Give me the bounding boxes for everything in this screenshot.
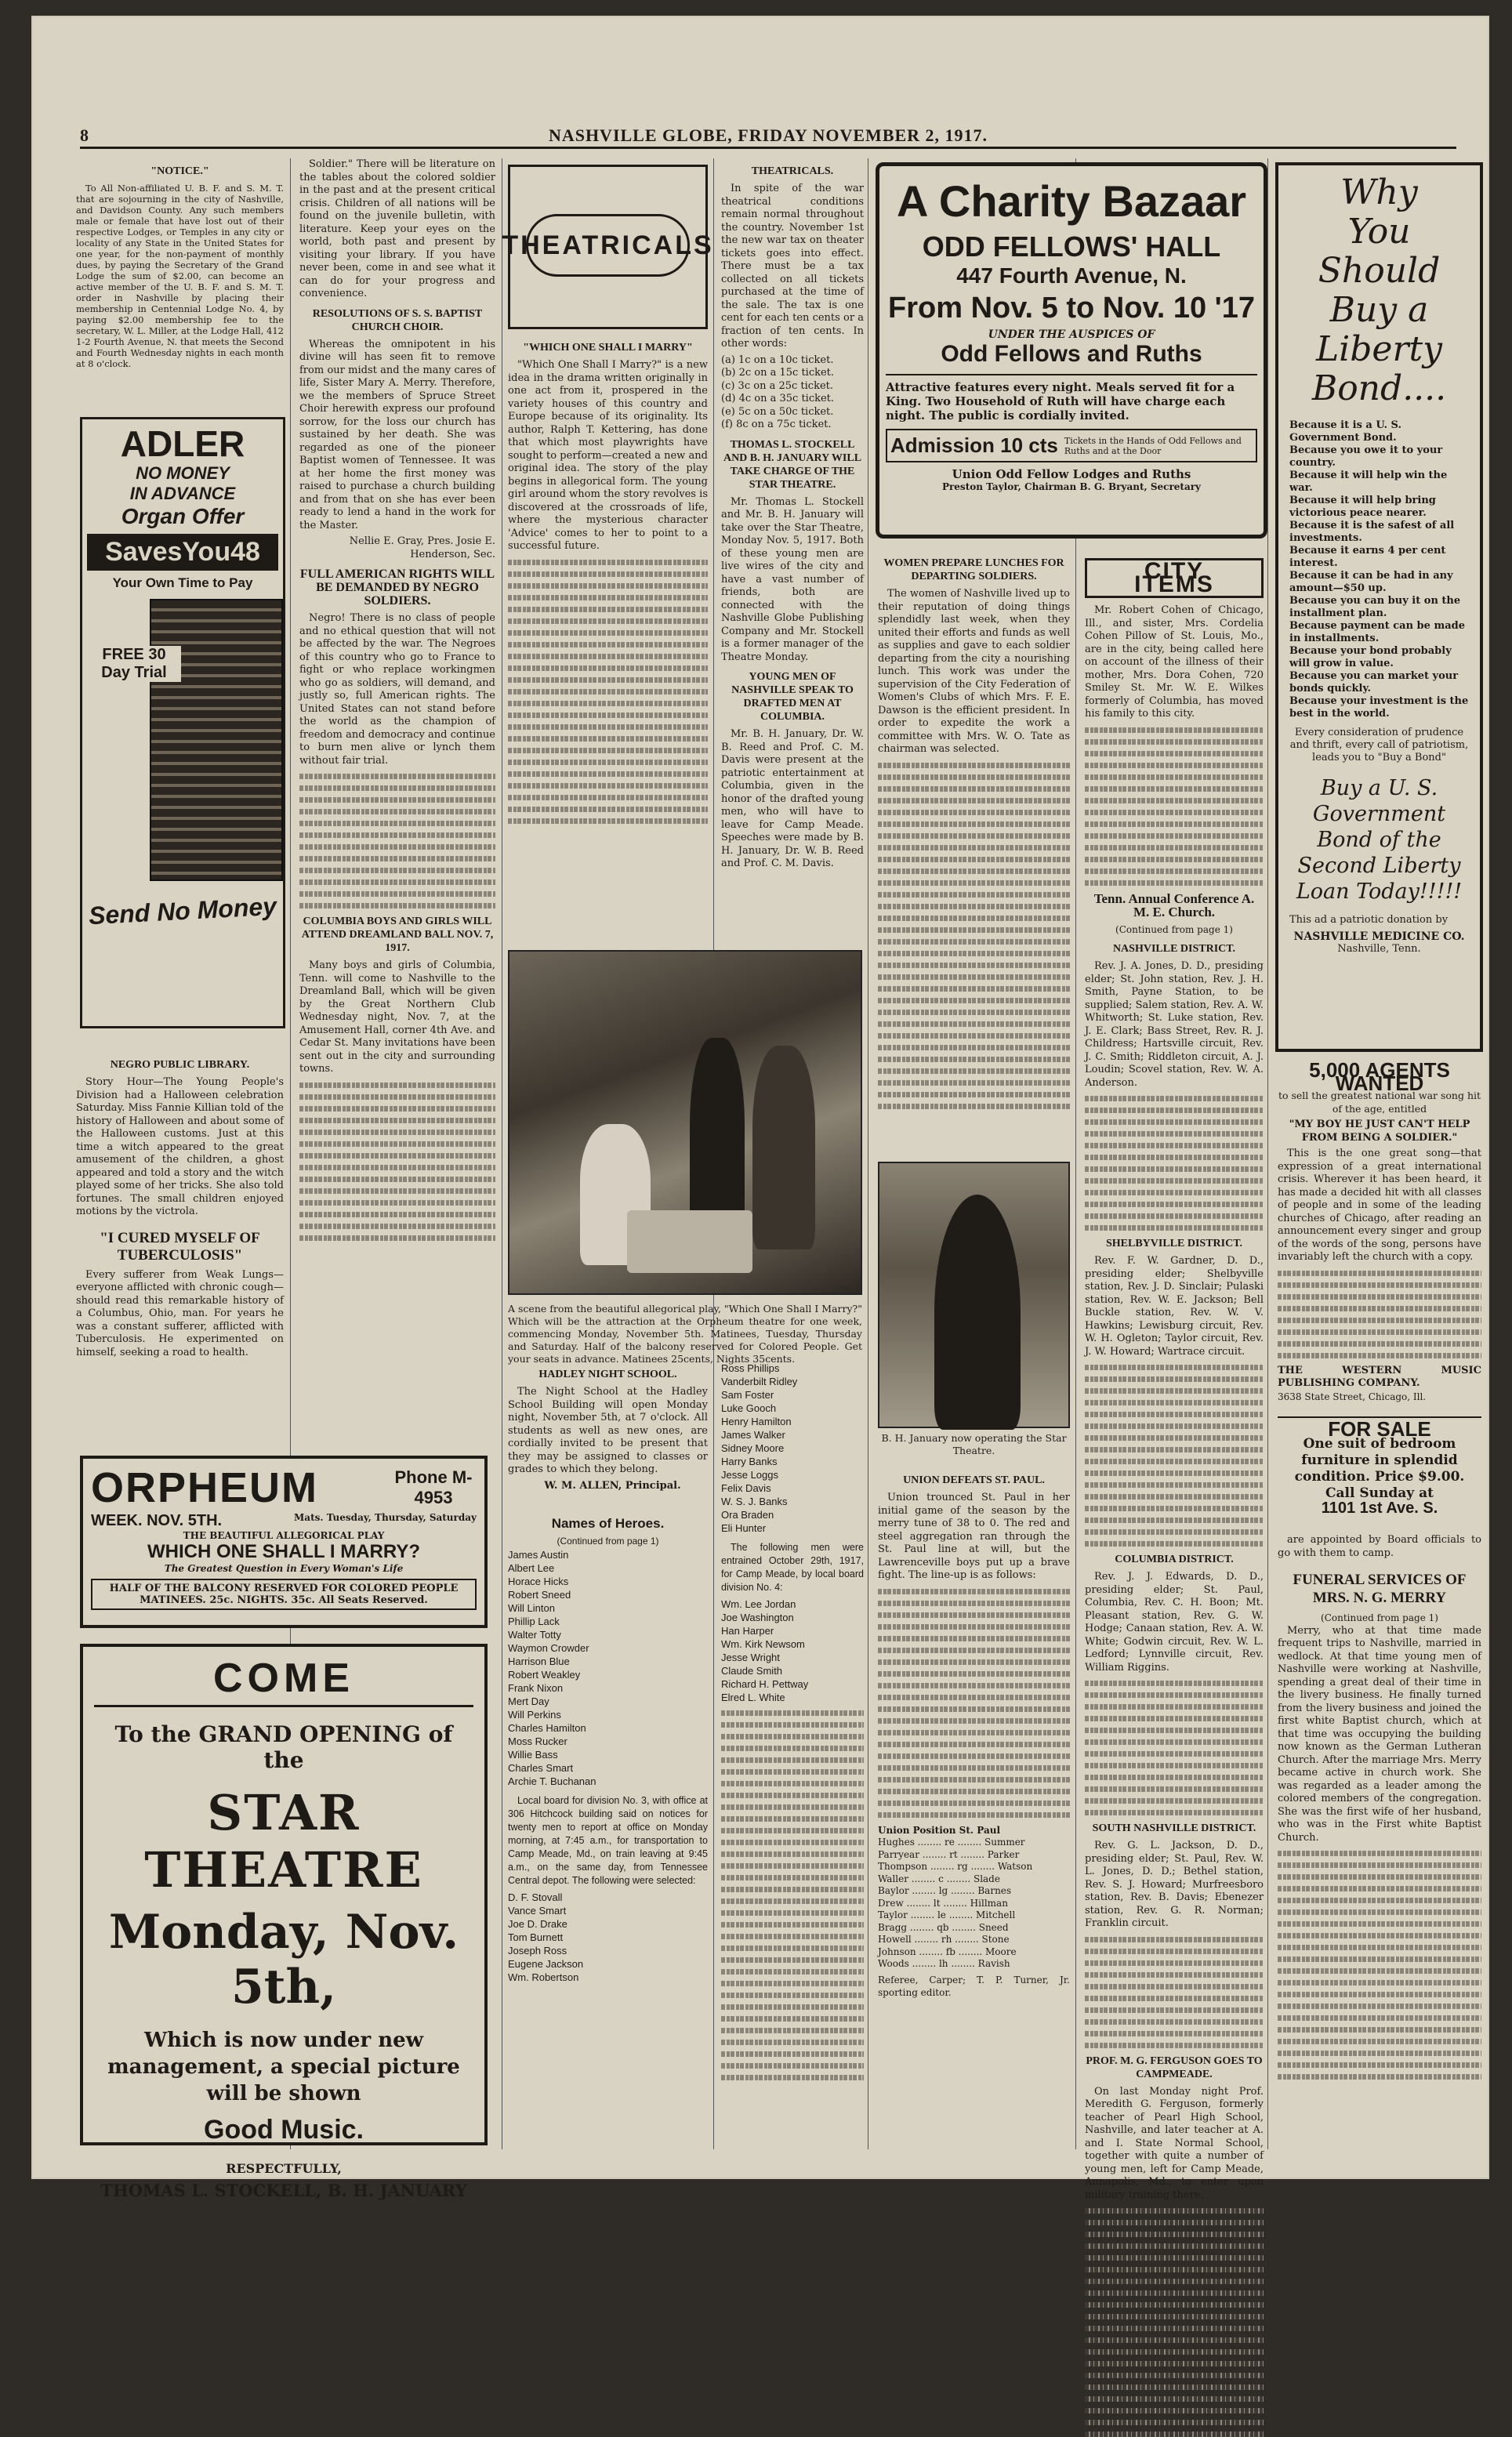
heroes-names-b [721, 1362, 864, 1535]
adler-organ-ad [80, 417, 285, 1028]
city-items-text: Mr. Robert Cohen of Chicago, Ill., and sister, Mrs. Cordelia Cohen Pillow of St. Louis, Mo., are in the city, being called here on account of the illness of their mother, Mrs. Dora Cohen, 720 Smiley St. Mr. W. E. Wilkes formerly of Columbia, has moved his family to this city. [1085, 604, 1264, 720]
hadley-sign: W. M. ALLEN, Principal. [544, 1479, 681, 1492]
hero-name: Albert Lee [508, 1562, 555, 1574]
masthead: NASHVILLE GLOBE, FRIDAY NOVEMBER 2, 1917. [548, 125, 988, 145]
hero-name: Joe Washington [721, 1612, 794, 1623]
text-lines [1278, 1851, 1481, 2080]
lineup-row: Drew ........ lt ........ Hillman [878, 1897, 1008, 1909]
tuberculosis-heading: "I CURED MYSELF OF TUBERCULOSIS" [100, 1229, 260, 1264]
ferguson-heading: PROF. M. G. FERGUSON GOES TO CAMPMEADE. [1086, 2054, 1263, 2080]
text-lines [878, 1589, 1070, 1818]
text-lines [508, 560, 708, 824]
which-one-heading: "WHICH ONE SHALL I MARRY" [523, 342, 693, 354]
lineup-row: Bragg ........ qb ........ Sneed [878, 1921, 1009, 1933]
adler-line3: Organ Offer [121, 504, 245, 528]
conference-continued: (Continued from page 1) [1115, 923, 1233, 935]
notice-heading: "NOTICE." [150, 165, 209, 177]
for-sale-ad [1278, 1416, 1481, 1526]
heroes-list-2 [721, 1362, 864, 2145]
hero-name: D. F. Stovall [508, 1891, 563, 1903]
hero-name: Willie Bass [508, 1749, 558, 1761]
column-rule [1267, 158, 1268, 2149]
column-1-lower [76, 1052, 284, 1444]
rights-text: Negro! There is no class of people and no ethical question that will not be affected by the war. The Negroes of this country who go to France to fight or who replace workingmen who go as soldiers, will demand, and justly so, full American rights. The United States can not stand before the world as the champion of freedom and democracy and continue to burn men alive or lynch them without fair trial. [299, 612, 495, 767]
hero-name: Eli Hunter [721, 1522, 767, 1534]
adler-line2: IN ADVANCE [129, 484, 236, 503]
hadley-section [508, 1362, 708, 1507]
bond-liberty: Liberty [1315, 329, 1443, 369]
heroes-names-c [721, 1597, 864, 1704]
entrained-note: The following men were entrained October 29th, 1917, for Camp Meade, by local board division No. 4: [721, 1542, 864, 1593]
newspaper-page [31, 16, 1489, 2201]
south-nashville-heading: SOUTH NASHVILLE DISTRICT. [1092, 1822, 1256, 1834]
lineup-row: Thompson ........ rg ........ Watson [878, 1861, 1033, 1872]
star-come: COME [94, 1655, 473, 1707]
columbia-heading: COLUMBIA BOYS AND GIRLS WILL ATTEND DREAMLAND BALL NOV. 7, 1917. [301, 916, 494, 954]
january-photo-caption: B. H. January now operating the Star Theatre. [881, 1432, 1067, 1456]
adler-trial: FREE 30 Day Trial [87, 646, 181, 682]
hero-name: Joseph Ross [508, 1945, 567, 1956]
resolutions-heading: RESOLUTIONS OF S. S. BAPTIST CHURCH CHOIR. [312, 307, 483, 333]
bazaar-dates: From Nov. 5 to Nov. 10 '17 [888, 292, 1255, 325]
hero-name: Wm. Kirk Newsom [721, 1638, 805, 1650]
bond-reason: Because it earns 4 per cent interest. [1289, 545, 1446, 569]
hero-name: Claude Smith [721, 1665, 783, 1677]
bond-reason: Because it is the safest of all investments. [1289, 520, 1455, 544]
columbia-district-heading: COLUMBIA DISTRICT. [1115, 1554, 1234, 1565]
column-4 [721, 158, 864, 942]
bond-slogan: Buy a U. S. Government Bond of the Second Liberty Loan Today!!!!! [1296, 776, 1463, 904]
adler-send-no-money: Send No Money [88, 891, 277, 930]
text-lines [299, 1083, 495, 1241]
bazaar-attractions: Attractive features every night. Meals served fit for a King. Two Household of Ruth will have charge each night. The public is cordially invited. [886, 374, 1257, 422]
lineup-table [878, 1837, 1070, 1971]
hero-name: Robert Sneed [508, 1589, 571, 1601]
bond-reason: Because it will help win the war. [1289, 470, 1448, 494]
bond-donor-city: Nashville, Tenn. [1337, 943, 1421, 955]
funeral-section [1278, 1534, 1481, 2149]
hero-name: Felix Davis [721, 1482, 771, 1494]
adler-line1: NO MONEY [136, 463, 230, 483]
lineup-row: Hughes ........ re ........ Summer [878, 1837, 1025, 1848]
bazaar-officers: Preston Taylor, Chairman B. G. Bryant, Secretary [941, 481, 1202, 492]
hero-name: James Austin [508, 1549, 569, 1561]
conference-heading: Tenn. Annual Conference A. M. E. Church. [1093, 890, 1255, 919]
star-to: To the GRAND OPENING of the [114, 1721, 453, 1773]
bazaar-org: Odd Fellows and Ruths [941, 341, 1202, 367]
stockell-text: Mr. Thomas L. Stockell and Mr. B. H. January will take over the Star Theatre, Monday Nov. 5, 1917. Both of these young men are live wires of the city and have a vast number of friends, both are connected with the Nashville Globe Publishing Company and Mr. Stockell is a former manager of the Theatre Monday. [721, 495, 864, 663]
bond-reason: Because your investment is the best in the world. [1289, 695, 1469, 720]
hero-name: Elred L. White [721, 1692, 785, 1703]
table [627, 1210, 752, 1273]
lineup-row: Parryear ........ rt ........ Parker [878, 1848, 1020, 1860]
orpheum-title: ORPHEUM [91, 1464, 319, 1511]
tax-text: In spite of the war theatrical conditions remain normal throughout the country. November 1st the new war tax on theater tickets goes into effect. There must be a tax collected on all tickets purchased at the time of the sale. The tax is one cent for each ten cents or a fraction of ten cents. In other words: [721, 183, 864, 350]
star-music: Good Music. [204, 2115, 364, 2145]
tax-item: (b) 2c on a 15c ticket. [721, 367, 835, 379]
bond-reason: Because it will help bring victorious peace nearer. [1289, 495, 1436, 519]
play-photo-caption: A scene from the beautiful allegorical play, "Which One Shall I Marry?" Which will be the attraction at the Orpheum theatre for one week, commencing Monday, November 5th. Matinees, Tuesday, Thursday and Saturday. Half of the balcony reserved for Colored People. Get your seats in advance. Matinees 25cents, Nights 35cents. [508, 1303, 862, 1365]
nashville-district-text: Rev. J. A. Jones, D. D., presiding elder; St. John station, Rev. J. H. Smith, Payne Station, to be supplied; Salem station, Rev. A. W. Whitworth; St. Luke station, Rev. J. E. Clark; Bass Street, Rev. R. J. Childress; Hartsville circuit, Rev. J. C. Smith; Riddleton circuit, A. J. Loudin; Scovel station, Rev. W. A. Anderson. [1085, 960, 1264, 1089]
bond-reason: Because you can buy it on the installment plan. [1289, 595, 1461, 619]
orpheum-week: WEEK. NOV. 5TH. [91, 1512, 223, 1529]
text-lines [1085, 1096, 1264, 1231]
union-section [878, 1467, 1070, 2149]
star-which: Which is now under new management, a special picture will be shown [107, 2029, 460, 2105]
columbia-text: Many boys and girls of Columbia, Tenn. will come to Nashville to the Dreamland Ball, which will be given by the Great Northern Club Wednesday night, Nov. 7, at the Amusement Hall, corner 4th Ave. and Cedar St. Many invitations have been sent out in the city and surrounding towns. [299, 959, 495, 1075]
referee-text: Referee, Carper; T. P. Turner, Jr. sporting editor. [878, 1974, 1070, 1998]
hero-name: Charles Smart [508, 1762, 574, 1774]
bond-donation: This ad a patriotic donation by [1289, 914, 1449, 926]
text-lines [721, 1710, 864, 2080]
heroes-list [508, 1510, 708, 2145]
tax-list [721, 354, 864, 432]
bond-reason: Because you owe it to your country. [1289, 444, 1443, 469]
columbia-district-text: Rev. J. J. Edwards, D. D., presiding elder; St. Paul, Columbia, Rev. C. H. Boon; Mt. Pleasant station, Rev. G. W. Hodge; Canaan station, Rev. A. W. White; Godwin circuit, Rev. W. L. Ledford; Lynnville circuit, Rev. William Riggins. [1085, 1571, 1264, 1674]
hero-name: Charles Hamilton [508, 1722, 586, 1734]
bazaar-union: Union Odd Fellow Lodges and Ruths [952, 467, 1191, 481]
hero-name: Will Linton [508, 1602, 555, 1614]
hero-name: Ross Phillips [721, 1362, 780, 1374]
heroes-names-d [508, 1891, 708, 1984]
tax-item: (e) 5c on a 50c ticket. [721, 405, 834, 418]
hero-name: Mert Day [508, 1695, 549, 1707]
for-sale-address: 1101 1st Ave. S. [1321, 1499, 1438, 1517]
funeral-text: Merry, who at that time made frequent trips to Nashville, married in wedlock. At that time young men of Nashville were working at Nashville, spending a great deal of their time in the livery business. He finally turned from the livery business and joined the first white Baptist church, which at that time was occupying the building now known as the German Lutheran Church. After the marriage Mrs. Merry became active in church work. She was regarded as a leader among the colored members of the congregation. She was the first wife of her husband, who was in the First white Baptist Church. [1278, 1624, 1481, 1844]
bond-should: Should [1318, 251, 1441, 291]
lineup-row: Baylor ........ lg ........ Barnes [878, 1885, 1012, 1896]
bazaar-tickets: Tickets in the Hands of Odd Fellows and Ruths and at the Door [1064, 435, 1242, 456]
bazaar-auspices: UNDER THE AUSPICES OF [988, 328, 1155, 341]
bazaar-address: 447 Fourth Avenue, N. [956, 263, 1187, 288]
tax-item: (d) 4c on a 35c ticket. [721, 393, 835, 404]
agents-heading: 5,000 AGENTS WANTED [1309, 1058, 1450, 1095]
for-sale-heading: FOR SALE [1328, 1417, 1431, 1441]
agents-sub: to sell the greatest national war song hit of the age, entitled [1278, 1090, 1481, 1115]
bond-every: Every consideration of prudence and thrift, every call of patriotism, leads you to "Buy a Bond" [1289, 727, 1469, 763]
city-items-heading: CITY ITEMS [1085, 558, 1264, 598]
hero-name: Vanderbilt Ridley [721, 1376, 798, 1387]
hero-name: Will Perkins [508, 1709, 561, 1721]
stockell-heading: THOMAS L. STOCKELL AND B. H. JANUARY WILL TAKE CHARGE OF THE STAR THEATRE. [723, 438, 862, 491]
tax-item: (c) 3c on a 25c ticket. [721, 379, 833, 392]
bond-donor: NASHVILLE MEDICINE CO. [1293, 930, 1465, 943]
hero-name: Phillip Lack [508, 1616, 560, 1627]
funeral-heading: FUNERAL SERVICES OF MRS. N. G. MERRY [1293, 1572, 1467, 1606]
figure [752, 1046, 815, 1249]
bazaar-hall: ODD FELLOWS' HALL [922, 230, 1221, 263]
theatricals-banner [502, 165, 714, 329]
bond-reason: Because payment can be made in installments. [1289, 620, 1465, 644]
orpheum-play-sub: THE BEAUTIFUL ALLEGORICAL PLAY [183, 1530, 385, 1541]
hero-name: Luke Gooch [721, 1402, 777, 1414]
hadley-text: The Night School at the Hadley School Building will open Monday night, November 5th, at 7 o'clock. All students as well as new ones, are cordially invited to be present that they may be assigned to classes or grades to which they belong. [508, 1386, 708, 1475]
women-lunches-text: The women of Nashville lived up to their reputation of doing things splendidly last week, when they united their efforts and funds as well as supplies and gave to each soldier departing from the city a nourishing lunch. This work was under the supervision of the City Federation of Women's Clubs of which Mrs. F. E. Dawson is the efficient president. In order to expedite the work a committee with Mrs. W. O. Tate as chairman was selected. [878, 588, 1070, 755]
lineup-row: Waller ........ c ........ Slade [878, 1873, 1000, 1884]
heroes-continued: (Continued from page 1) [557, 1536, 659, 1547]
bond-reasons [1289, 419, 1469, 720]
adler-own-time: Your Own Time to Pay [112, 575, 253, 590]
adler-saves: SavesYou48 [87, 534, 278, 571]
hero-name: James Walker [721, 1429, 785, 1441]
hero-name: Wm. Lee Jordan [721, 1598, 796, 1610]
charity-bazaar-ad [876, 162, 1267, 539]
for-sale-text: One suit of bedroom furniture in splendid condition. Price $9.00. Call Sunday at [1294, 1435, 1465, 1501]
agents-text: This is the one great song—that expression of a great international crisis. Wherever it has been heard, it has made a decided hit with all classes of people and in some of the leading churches of Chicago, after reading an announcement every singer and group of the words of the song, persons have invariably left the church with a copy. [1278, 1148, 1481, 1263]
hero-name: Archie T. Buchanan [508, 1775, 596, 1787]
orpheum-tagline: The Greatest Question in Every Woman's Life [164, 1563, 404, 1574]
shelbyville-district-heading: SHELBYVILLE DISTRICT. [1105, 1238, 1243, 1249]
hadley-heading: HADLEY NIGHT SCHOOL. [538, 1369, 677, 1380]
agents-company: THE WESTERN MUSIC PUBLISHING COMPANY. [1278, 1364, 1481, 1389]
nashville-district-heading: NASHVILLE DISTRICT. [1112, 943, 1236, 955]
shelbyville-district-text: Rev. F. W. Gardner, D. D., presiding elder; Shelbyville station, Rev. J. D. Sinclair; Pulaski station, Rev. W. E. Jackson; Bell Buckle station, Rev. W. V. Hawkins; Lewisburg circuit, Rev. W. H. Ogleton; Taylor circuit, Rev. J. W. Howard; Wartrace circuit. [1085, 1255, 1264, 1358]
orpheum-mats: Mats. Tuesday, Thursday, Saturday [294, 1512, 477, 1523]
library-text: Story Hour—The Young People's Division had a Halloween celebration Saturday. Miss Fannie Killian told of the history of Halloween and about some of the Halloween customs. Just at this time a witch appeared to the great amusement of the children, a ghost appeared and told a story and the witch played some of her tricks. She also told fortunes. The small children enjoyed motions by the victrola. [76, 1076, 284, 1217]
column-2 [299, 158, 495, 1460]
liberty-bond-ad [1275, 162, 1483, 1052]
hero-name: Horace Hicks [508, 1576, 569, 1587]
hero-name: Harry Banks [721, 1456, 778, 1467]
hero-name: Jesse Loggs [721, 1469, 778, 1481]
heroes-heading: Names of Heroes. [551, 1516, 665, 1531]
bond-reason: Because you can market your bonds quickly. [1289, 670, 1459, 694]
lineup-row: Woods ........ lh ........ Ravish [878, 1958, 1010, 1969]
young-men-heading: YOUNG MEN OF NASHVILLE SPEAK TO DRAFTED MEN AT COLUMBIA. [731, 671, 854, 723]
hero-name: Waymon Crowder [508, 1642, 589, 1654]
hero-name: Richard H. Pettway [721, 1678, 809, 1690]
hero-name: Robert Weakley [508, 1669, 581, 1681]
tuberculosis-text: Every sufferer from Weak Lungs—everyone afflicted with chronic cough—should read this remarkable history of a Columbus, Ohio, man. For years he was a constant sufferer, afflicted with Tuberculosis. He experimented on himself, seeking a road to health. [76, 1268, 284, 1358]
hero-name: Ora Braden [721, 1509, 774, 1521]
young-men-text: Mr. B. H. January, Dr. W. B. Reed and Prof. C. M. Davis were present at the patriotic entertainment at Columbia, given in the honor of the drafted young men, who will have to leave for Camp Meade. Speeches were made by B. H. January, Dr. W. B. Reed and Prof. C. M. Davis. [721, 728, 864, 869]
star-names: THOMAS L. STOCKELL, B. H. JANUARY [100, 2181, 467, 2200]
union-heading: UNION DEFEATS ST. PAUL. [903, 1474, 1045, 1486]
theatricals-banner-text: THEATRICALS [502, 230, 714, 260]
adler-title: ADLER [120, 423, 245, 464]
resolutions-signed: Nellie E. Gray, Pres. Josie E. Henderson, Sec. [349, 535, 495, 560]
text-lines [1085, 727, 1264, 886]
bond-you: You [1347, 212, 1411, 252]
text-lines [1085, 1365, 1264, 1547]
bazaar-title: A Charity Bazaar [896, 176, 1247, 226]
lineup-heading: Union Position St. Paul [878, 1824, 1001, 1836]
orpheum-ad [80, 1456, 488, 1628]
agents-address: 3638 State Street, Chicago, Ill. [1278, 1391, 1427, 1402]
hero-name: Jesse Wright [721, 1652, 780, 1663]
bond-reason: Because your bond probably will grow in value. [1289, 645, 1452, 669]
union-text: Union trounced St. Paul in her initial game of the season by the merry tune of 38 to 0. The red and steel aggregation ran through the St. Paul line at will, but the Lawrenceville boys put up a brave fight. The line-up is as follows: [878, 1492, 1070, 1581]
theatricals-heading: THEATRICALS. [751, 165, 834, 177]
organ-illustration [87, 599, 278, 897]
bond-bond: Bond.... [1311, 368, 1447, 408]
resolutions-text: Whereas the omnipotent in his divine will has seen fit to remove from our midst and the many cares of life, Sister Mary A. Merry. Therefore, we the members of Spruce Street Choir herewith express our profound sorrow, for the loss our church has sustained by her death. She was regarded as one of the pioneer Baptist women of Tennessee. It was at her home the first money was raised to purchase a church building and from that on she has ever been ready to lend a hand in the work for the Master. [299, 338, 495, 531]
page-header [80, 121, 1456, 149]
hero-name: Sam Foster [721, 1389, 774, 1401]
orpheum-phone: Phone M-4953 [394, 1467, 473, 1507]
hero-name: Vance Smart [508, 1905, 567, 1917]
bond-why: Why [1340, 172, 1418, 212]
column-6 [1085, 558, 1264, 2201]
after-sale-text: are appointed by Board officials to go with them to camp. [1278, 1534, 1481, 1559]
which-one-text: "Which One Shall I Marry?" is a new idea in the drama written originally in one act from it, prospered in the variety houses of this country and Europe because of its originality. Its author, Ralph T. Kettering, has done that which most playwrights have sought to perform—created a new and original idea. The story of the play begins in allegorical form. The young girl around whom the story revolves is discovered at the crossroads of life, where the mysterious character 'Advice' comes to her to point to a successful future. [508, 359, 708, 552]
organ-icon [150, 599, 283, 881]
hero-name: Sidney Moore [721, 1442, 785, 1454]
hero-name: Han Harper [721, 1625, 774, 1637]
hero-name: Eugene Jackson [508, 1958, 584, 1970]
star-theatre-title: STAR THEATRE [144, 1784, 423, 1898]
ferguson-text: On last Monday night Prof. Meredith G. Ferguson, formerly teacher of Pearl High School, Nashville, and later teacher at A. and I. State Normal School, together with quite a number of young men, left for Camp Meade, Annapolis, Md., to enter upon military training there. [1085, 2085, 1264, 2201]
bond-buy: Buy a [1329, 290, 1429, 330]
heroes-names-a [508, 1548, 708, 1788]
hero-name: W. S. J. Banks [721, 1496, 788, 1507]
library-literature-text: Soldier." There will be literature on the tables about the colored soldier in the past and at the present critical crisis. Children of all nations will be found on the juvenile bulletin, with literature. Keep your eyes on the world, both past and present by visiting your library. If you have never been, come in and see what it can do for your progress and convenience. [299, 158, 495, 299]
text-lines [299, 774, 495, 908]
play-scene-photo [508, 950, 862, 1295]
tax-item: (f) 8c on a 75c ticket. [721, 419, 832, 430]
star-theatre-ad [80, 1644, 488, 2200]
agents-wanted-ad [1278, 1058, 1481, 1409]
hero-name: Frank Nixon [508, 1682, 564, 1694]
tax-item: (a) 1c on a 10c ticket. [721, 354, 834, 366]
notice-text: To All Non-affiliated U. B. F. and S. M. T. that are sojourning in the city of Nashville, and Davidson County. Any such members male or female that have lost out of their respective Lodges, or Temples in any city or locality of any State in the United States for one year, for the non-payment of monthly dues, by paying the Secretary of the Grand Lodge the sum of $2.00, can become an active member of the U. B. F. and S. M. T. order in Nashville by placing their membership in Centennial Lodge No. 4, by paying $2.00 membership fee to the secretary, W. L. Miller, at the Lodge Hall, 412 1-2 Fourth Avenue, N. that meets the Second and Fourth Wednesday nights in each month at 8 o'clock. [76, 183, 284, 369]
funeral-continued: (Continued from page 1) [1321, 1612, 1438, 1623]
orpheum-prices: MATINEES. 25c. NIGHTS. 35c. All Seats Reserved. [140, 1594, 428, 1606]
bazaar-admission: Admission 10 cts [890, 433, 1058, 457]
column-5-upper [878, 550, 1070, 1154]
orpheum-play: WHICH ONE SHALL I MARRY? [147, 1541, 420, 1562]
women-lunches-heading: WOMEN PREPARE LUNCHES FOR DEPARTING SOLDIERS. [883, 557, 1064, 582]
figure [934, 1195, 1021, 1430]
lineup-row: Johnson ........ fb ........ Moore [878, 1946, 1017, 1957]
star-date: Monday, Nov. 5th, [108, 1905, 459, 2015]
page-number: 8 [80, 125, 89, 145]
column-3-upper [508, 335, 708, 946]
hero-name: Wm. Robertson [508, 1971, 579, 1983]
orpheum-half-balcony: HALF OF THE BALCONY RESERVED FOR COLORED PEOPLE [109, 1583, 459, 1594]
lineup-row: Taylor ........ le ........ Mitchell [878, 1909, 1016, 1920]
january-portrait-photo [878, 1162, 1070, 1428]
text-lines [1085, 1937, 1264, 2048]
text-lines [1085, 2208, 1264, 2437]
text-lines [1085, 1681, 1264, 1815]
bond-reason: Because it is a U. S. Government Bond. [1289, 419, 1402, 444]
lineup-row: Howell ........ rh ........ Stone [878, 1934, 1010, 1945]
south-nashville-text: Rev. G. L. Jackson, D. D., presiding elder; St. Paul, Rev. W. L. Jones, D. D.; Bethel station, Rev. S. J. Howard; Murfreesboro station, Rev. B. Davis; Ebenezer station, Rev. G. R. Norman; Franklin circuit. [1085, 1840, 1264, 1929]
text-lines [1278, 1271, 1481, 1358]
hero-name: Harrison Blue [508, 1655, 570, 1667]
hero-name: Joe D. Drake [508, 1918, 567, 1930]
hero-name: Henry Hamilton [721, 1416, 792, 1427]
hero-name: Moss Rucker [508, 1735, 567, 1747]
bond-reason: Because it can be had in any amount—$50 up. [1289, 570, 1453, 594]
library-heading: NEGRO PUBLIC LIBRARY. [110, 1059, 250, 1071]
local-board-text: Local board for division No. 3, with office at 306 Hitchcock building said on notices for twenty men to report at office on Monday morning, at 7:45 a.m., for transportation to Camp Meade, Md., on train leaving at 9:45 a.m., on the same day, from Tennessee Central depot. The following were selected: [508, 1795, 708, 1886]
star-respect: RESPECTFULLY, [226, 2161, 342, 2176]
agents-song: "MY BOY HE JUST CAN'T HELP FROM BEING A SOLDIER." [1289, 1119, 1470, 1144]
hero-name: Tom Burnett [508, 1931, 564, 1943]
text-lines [878, 763, 1070, 1109]
rights-heading: FULL AMERICAN RIGHTS WILL BE DEMANDED BY NEGRO SOLDIERS. [299, 568, 495, 607]
hero-name: Walter Totty [508, 1629, 561, 1641]
